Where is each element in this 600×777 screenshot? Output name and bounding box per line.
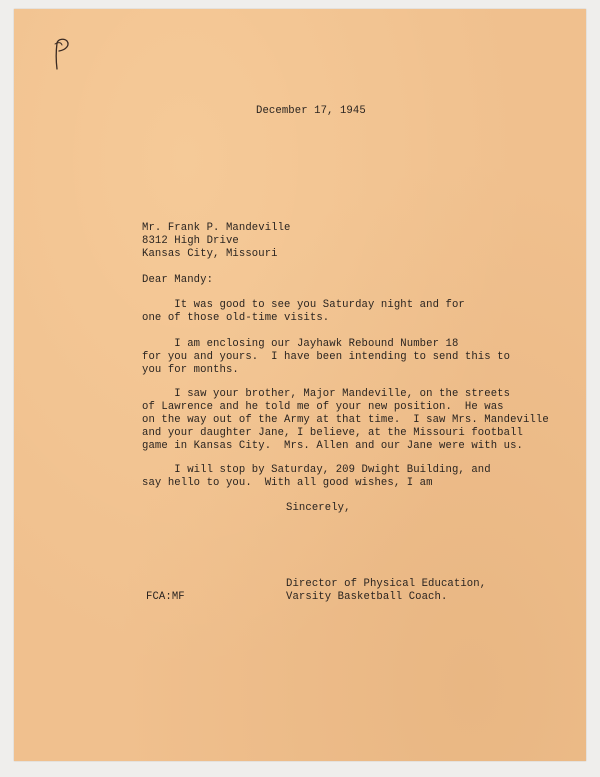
paragraph-2-line-3: you for months. [142,364,239,376]
typist-initials: FCA:MF [146,591,185,603]
paragraph-4-line-2: say hello to you. With all good wishes, I am [142,477,433,489]
letter-page [14,9,586,761]
letter-date: December 17, 1945 [256,105,366,117]
recipient-city: Kansas City, Missouri [142,248,278,260]
recipient-name: Mr. Frank P. Mandeville [142,222,291,234]
paragraph-2-line-2: for you and yours. I have been intending to send this to [142,351,511,363]
signature-title-2: Varsity Basketball Coach. [286,591,448,603]
handwritten-p-mark [50,37,74,71]
paragraph-3-line-2: of Lawrence and he told me of your new position. He was [142,401,504,413]
paragraph-3-line-5: game in Kansas City. Mrs. Allen and our Jane were with us. [142,440,523,452]
paragraph-4-line-1: I will stop by Saturday, 209 Dwight Building, and [142,464,491,476]
paragraph-3-line-4: and your daughter Jane, I believe, at the Missouri football [142,427,523,439]
closing: Sincerely, [286,502,351,514]
paragraph-3-line-1: I saw your brother, Major Mandeville, on the streets [142,388,511,400]
paragraph-1-line-1: It was good to see you Saturday night and for [142,299,465,311]
signature-title-1: Director of Physical Education, [286,578,487,590]
paragraph-1-line-2: one of those old-time visits. [142,312,330,324]
paragraph-3-line-3: on the way out of the Army at that time. I saw Mrs. Mandeville [142,414,549,426]
salutation: Dear Mandy: [142,274,214,286]
paragraph-2-line-1: I am enclosing our Jayhawk Rebound Number 18 [142,338,459,350]
recipient-street: 8312 High Drive [142,235,239,247]
